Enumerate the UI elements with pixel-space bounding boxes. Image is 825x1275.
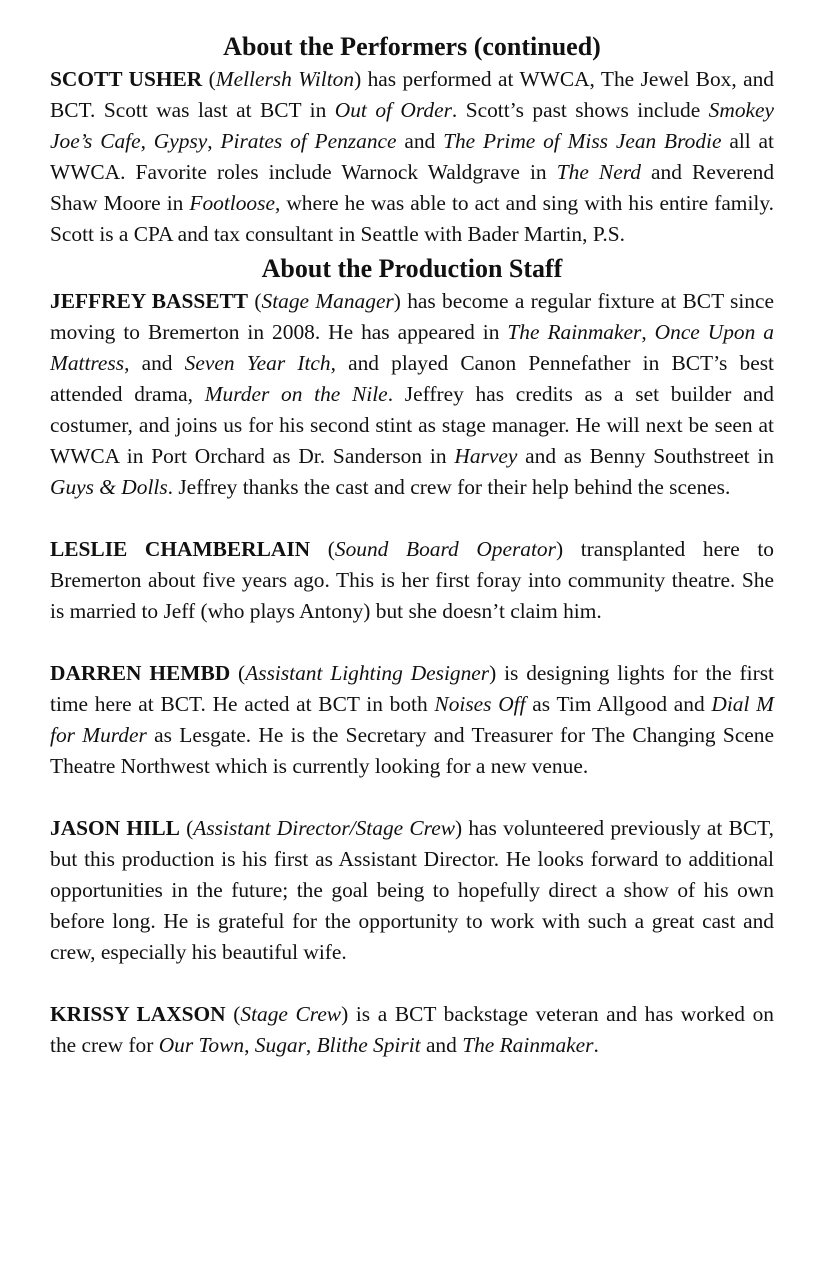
bio-scott-usher: SCOTT USHER (Mellersh Wilton) has performed at WWCA, The Jewel Box, and BCT. Scott was last at BCT in Out of Order. Scott’s past shows include Smokey Joe’s Cafe, Gypsy, Pirates of Penzance and The Prime of Miss Jean Brodie all at WWCA. Favorite roles include Warnock Waldgrave in The Nerd and Reverend Shaw Moore in Footloose, where he was able to act and sing with his entire family. Scott is a CPA and tax consultant in Seattle with Bader Martin, P.S. (50, 67, 775, 246)
bio-krissy-laxson: KRISSY LAXSON (Stage Crew) is a BCT backstage veteran and has worked on the crew for Our Town, Sugar, Blithe Spirit and The Rainmaker. (50, 1002, 774, 1057)
bio-text: and (420, 1033, 463, 1057)
show-title: Smokey Joe’s Cafe (50, 98, 774, 153)
bio-jeffrey-bassett: JEFFREY BASSETT (Stage Manager) has become a regular fixture at BCT since moving to Bremerton in 2008. He has appeared in The Rainmaker, Once Upon a Mattress, and Seven Year Itch, and played Canon Pennefather in BCT’s best attended drama, Murder on the Nile. Jeffrey has credits as a set builder and costumer, and joins us for his second stint as stage manager. He will next be seen at WWCA in Port Orchard as Dr. Sanderson in Harvey and as Benny Southstreet in Guys & Dolls. Jeffrey thanks the cast and crew for their help behind the scenes. (50, 289, 775, 499)
show-title: Seven Year Itch (184, 351, 331, 375)
bio-name: JASON HILL (50, 816, 180, 840)
bio-text: and Reverend Shaw Moore in (50, 160, 775, 215)
bio-text: as Tim Allgood and (525, 692, 712, 716)
show-title: The Nerd (556, 160, 641, 184)
bio-jason-hill: JASON HILL (Assistant Director/Stage Crew) has volunteered previously at BCT, but this production is his first as Assistant Director. He looks forward to additional opportunities in the future; the goal being to hopefully direct a show of his own before long. He is grateful for the opportunity to work with such a great cast and crew, especially his beautiful wife. (50, 816, 774, 964)
show-title: Gypsy (153, 129, 208, 153)
bio-name: KRISSY LAXSON (50, 1002, 226, 1026)
bio-text: and (396, 129, 444, 153)
bio-role: Assistant Lighting Designer (245, 661, 490, 685)
show-title: Once Upon a Mattress (50, 320, 775, 375)
show-title: The Prime of Miss Jean Brodie (443, 129, 722, 153)
bio-text: . Jeffrey has credits as a set builder and costumer, and joins us for his second stint as stage manager. He will next be seen at WWCA in Port Orchard as Dr. Sanderson in (50, 382, 775, 468)
bio-text: , where he was able to act and sing with his entire family. Scott is a CPA and tax consultant in Seattle with Bader Martin, P.S. (50, 191, 774, 246)
bio-text: is a BCT backstage veteran and has worked on the crew for (50, 1002, 774, 1057)
show-title: Murder on the Nile (204, 382, 388, 406)
bio-name: JEFFREY BASSETT (50, 289, 249, 313)
show-title: Noises Off (434, 692, 526, 716)
bio-text: , (641, 320, 655, 344)
bio-text: as Lesgate. He is the Secretary and Treasurer for The Changing Scene Theatre Northwest which is currently looking for a new venue. (50, 723, 774, 778)
bio-name: SCOTT USHER (50, 67, 203, 91)
bio-text: and as Benny Southstreet in (517, 444, 774, 468)
show-title: Footloose (189, 191, 275, 215)
show-title: Pirates of Penzance (220, 129, 397, 153)
bio-text: has volunteered previously at BCT, but this production is his first as Assistant Director. He looks forward to additional opportunities in the future; the goal being to hopefully direct a show of his own before long. He is grateful for the opportunity to work with such a great cast and crew, especially his beautiful wife. (50, 816, 774, 964)
show-title: Out of Order (334, 98, 452, 122)
bio-role: Stage Manager (261, 289, 394, 313)
bio-role: Assistant Director/Stage Crew (193, 816, 455, 840)
show-title: The Rainmaker (507, 320, 642, 344)
show-title: Blithe Spirit (316, 1033, 421, 1057)
bio-text: , (207, 129, 221, 153)
bio-text: transplanted here to Bremerton about five years ago. This is her first foray into community theatre. She is married to Jeff (who plays Antony) but she doesn’t claim him. (50, 537, 774, 623)
bio-text: has become a regular fixture at BCT since moving to Bremerton in 2008. He has appeared in (50, 289, 774, 344)
bio-darren-hembd: DARREN HEMBD (Assistant Lighting Designer) is designing lights for the first time here at BCT. He acted at BCT in both Noises Off as Tim Allgood and Dial M for Murder as Lesgate. He is the Secretary and Treasurer for The Changing Scene Theatre Northwest which is currently looking for a new venue. (50, 661, 774, 778)
bio-text: . Scott’s past shows include (451, 98, 709, 122)
bio-text: all at WWCA. Favorite roles include Warnock Waldgrave in (50, 129, 774, 184)
bio-role: Stage Crew (240, 1002, 342, 1026)
bio-name: DARREN HEMBD (50, 661, 231, 685)
section-heading-performers: About the Performers (continued) (223, 32, 601, 61)
bio-text: . (593, 1033, 599, 1057)
bio-text: , (244, 1033, 255, 1057)
show-title: Our Town (158, 1033, 245, 1057)
show-title: Guys & Dolls (50, 475, 168, 499)
show-title: The Rainmaker (462, 1033, 594, 1057)
bio-text: is designing lights for the first time here at BCT. He acted at BCT in both (50, 661, 774, 716)
bio-text: , and (124, 351, 185, 375)
bio-text: , and played Canon Pennefather in BCT’s best attended drama, (50, 351, 774, 406)
show-title: Harvey (454, 444, 518, 468)
program-page (50, 30, 774, 1061)
bio-role: Sound Board Operator (334, 537, 556, 561)
bio-text: , (140, 129, 154, 153)
bio-leslie-chamberlain: LESLIE CHAMBERLAIN (Sound Board Operator) transplanted here to Bremerton about five years ago. This is her first foray into community theatre. She is married to Jeff (who plays Antony) but she doesn’t claim him. (50, 537, 774, 623)
bio-role: Mellersh Wilton (215, 67, 355, 91)
show-title: Sugar (254, 1033, 306, 1057)
bio-text: , (305, 1033, 317, 1057)
bio-name: LESLIE CHAMBERLAIN (50, 537, 311, 561)
bio-text: has performed at WWCA, The Jewel Box, and BCT. Scott was last at BCT in (50, 67, 774, 122)
show-title: Dial M for Murder (50, 692, 774, 747)
bio-text: . Jeffrey thanks the cast and crew for their help behind the scenes. (167, 475, 731, 499)
section-heading-production-staff: About the Production Staff (261, 254, 563, 283)
